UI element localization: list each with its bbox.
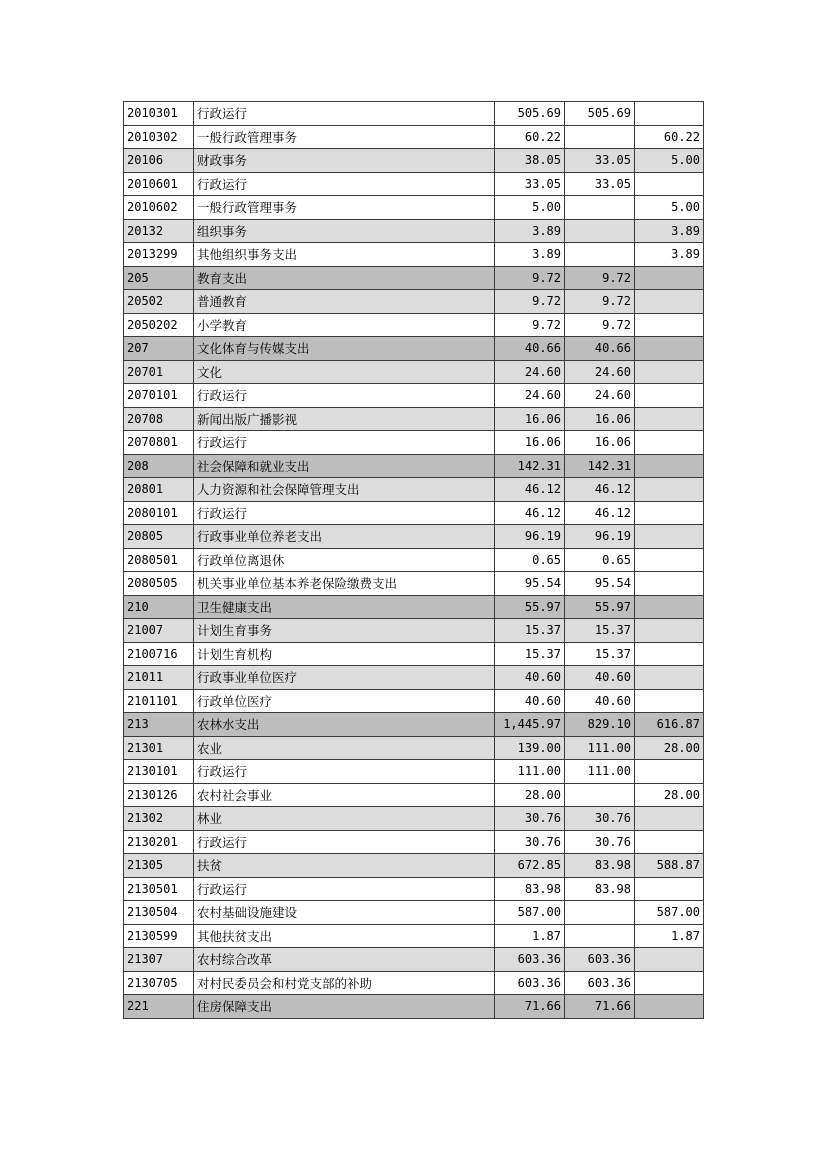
- total-amount-cell: 9.72: [495, 266, 565, 290]
- account-code-cell: 20701: [124, 360, 194, 384]
- project-expenditure-cell: [635, 525, 704, 549]
- account-name-cell: 对村民委员会和村党支部的补助: [194, 971, 495, 995]
- account-name-cell: 农业: [194, 736, 495, 760]
- project-expenditure-cell: 1.87: [635, 924, 704, 948]
- table-row: [124, 172, 704, 196]
- account-name-cell: 财政事务: [194, 149, 495, 173]
- total-amount-cell: 672.85: [495, 854, 565, 878]
- account-code-cell: 2100716: [124, 642, 194, 666]
- project-expenditure-cell: 60.22: [635, 125, 704, 149]
- account-name-cell: 行政运行: [194, 172, 495, 196]
- account-name-cell: 教育支出: [194, 266, 495, 290]
- basic-expenditure-cell: 40.60: [565, 689, 635, 713]
- account-name-cell: 普通教育: [194, 290, 495, 314]
- basic-expenditure-cell: 16.06: [565, 407, 635, 431]
- account-name-cell: 行政运行: [194, 760, 495, 784]
- table-row: [124, 619, 704, 643]
- basic-expenditure-cell: 46.12: [565, 478, 635, 502]
- total-amount-cell: 38.05: [495, 149, 565, 173]
- basic-expenditure-cell: 40.60: [565, 666, 635, 690]
- table-row: [124, 525, 704, 549]
- account-name-cell: 组织事务: [194, 219, 495, 243]
- account-code-cell: 20106: [124, 149, 194, 173]
- table-row: [124, 995, 704, 1019]
- account-code-cell: 2130126: [124, 783, 194, 807]
- account-code-cell: 21302: [124, 807, 194, 831]
- total-amount-cell: 30.76: [495, 807, 565, 831]
- basic-expenditure-cell: 603.36: [565, 948, 635, 972]
- project-expenditure-cell: [635, 807, 704, 831]
- table-row: [124, 830, 704, 854]
- project-expenditure-cell: [635, 337, 704, 361]
- account-name-cell: 行政运行: [194, 384, 495, 408]
- table-row: [124, 454, 704, 478]
- table-row: [124, 642, 704, 666]
- account-code-cell: 208: [124, 454, 194, 478]
- account-code-cell: 210: [124, 595, 194, 619]
- table-row: [124, 501, 704, 525]
- account-name-cell: 人力资源和社会保障管理支出: [194, 478, 495, 502]
- project-expenditure-cell: [635, 666, 704, 690]
- basic-expenditure-cell: 46.12: [565, 501, 635, 525]
- account-name-cell: 社会保障和就业支出: [194, 454, 495, 478]
- total-amount-cell: 587.00: [495, 901, 565, 925]
- account-code-cell: 2070801: [124, 431, 194, 455]
- account-code-cell: 2010601: [124, 172, 194, 196]
- table-row: [124, 290, 704, 314]
- basic-expenditure-cell: 15.37: [565, 642, 635, 666]
- project-expenditure-cell: [635, 948, 704, 972]
- total-amount-cell: 24.60: [495, 384, 565, 408]
- account-code-cell: 2070101: [124, 384, 194, 408]
- table-row: [124, 877, 704, 901]
- account-code-cell: 21307: [124, 948, 194, 972]
- basic-expenditure-cell: 0.65: [565, 548, 635, 572]
- basic-expenditure-cell: 24.60: [565, 360, 635, 384]
- project-expenditure-cell: [635, 619, 704, 643]
- total-amount-cell: 3.89: [495, 243, 565, 267]
- account-name-cell: 行政事业单位医疗: [194, 666, 495, 690]
- total-amount-cell: 0.65: [495, 548, 565, 572]
- account-code-cell: 2101101: [124, 689, 194, 713]
- basic-expenditure-cell: [565, 901, 635, 925]
- total-amount-cell: 1.87: [495, 924, 565, 948]
- account-name-cell: 行政运行: [194, 431, 495, 455]
- table-row: [124, 407, 704, 431]
- account-code-cell: 21305: [124, 854, 194, 878]
- account-name-cell: 文化: [194, 360, 495, 384]
- project-expenditure-cell: 616.87: [635, 713, 704, 737]
- project-expenditure-cell: [635, 595, 704, 619]
- account-name-cell: 农村社会事业: [194, 783, 495, 807]
- account-code-cell: 2130501: [124, 877, 194, 901]
- project-expenditure-cell: [635, 313, 704, 337]
- account-name-cell: 农村综合改革: [194, 948, 495, 972]
- account-name-cell: 计划生育机构: [194, 642, 495, 666]
- basic-expenditure-cell: [565, 243, 635, 267]
- basic-expenditure-cell: [565, 924, 635, 948]
- account-name-cell: 文化体育与传媒支出: [194, 337, 495, 361]
- basic-expenditure-cell: 71.66: [565, 995, 635, 1019]
- account-name-cell: 行政单位离退休: [194, 548, 495, 572]
- total-amount-cell: 40.66: [495, 337, 565, 361]
- project-expenditure-cell: [635, 431, 704, 455]
- basic-expenditure-cell: 24.60: [565, 384, 635, 408]
- project-expenditure-cell: [635, 830, 704, 854]
- project-expenditure-cell: [635, 478, 704, 502]
- account-code-cell: 2130705: [124, 971, 194, 995]
- project-expenditure-cell: [635, 102, 704, 126]
- account-name-cell: 行政运行: [194, 877, 495, 901]
- account-code-cell: 2080501: [124, 548, 194, 572]
- total-amount-cell: 95.54: [495, 572, 565, 596]
- account-code-cell: 2013299: [124, 243, 194, 267]
- basic-expenditure-cell: 55.97: [565, 595, 635, 619]
- account-code-cell: 2080505: [124, 572, 194, 596]
- account-code-cell: 21007: [124, 619, 194, 643]
- basic-expenditure-cell: 30.76: [565, 807, 635, 831]
- table-row: [124, 689, 704, 713]
- account-name-cell: 计划生育事务: [194, 619, 495, 643]
- project-expenditure-cell: 587.00: [635, 901, 704, 925]
- project-expenditure-cell: [635, 172, 704, 196]
- total-amount-cell: 603.36: [495, 948, 565, 972]
- total-amount-cell: 139.00: [495, 736, 565, 760]
- table-row: [124, 196, 704, 220]
- account-name-cell: 行政运行: [194, 102, 495, 126]
- table-row: [124, 102, 704, 126]
- table-row: [124, 971, 704, 995]
- account-name-cell: 行政运行: [194, 501, 495, 525]
- project-expenditure-cell: [635, 572, 704, 596]
- table-row: [124, 149, 704, 173]
- project-expenditure-cell: 3.89: [635, 219, 704, 243]
- basic-expenditure-cell: 16.06: [565, 431, 635, 455]
- total-amount-cell: 9.72: [495, 313, 565, 337]
- project-expenditure-cell: 588.87: [635, 854, 704, 878]
- total-amount-cell: 603.36: [495, 971, 565, 995]
- table-row: [124, 266, 704, 290]
- total-amount-cell: 60.22: [495, 125, 565, 149]
- basic-expenditure-cell: 95.54: [565, 572, 635, 596]
- basic-expenditure-cell: [565, 125, 635, 149]
- basic-expenditure-cell: 83.98: [565, 854, 635, 878]
- account-name-cell: 行政运行: [194, 830, 495, 854]
- table-row: [124, 595, 704, 619]
- account-code-cell: 2130101: [124, 760, 194, 784]
- project-expenditure-cell: [635, 290, 704, 314]
- basic-expenditure-cell: [565, 196, 635, 220]
- table-row: [124, 125, 704, 149]
- account-code-cell: 20801: [124, 478, 194, 502]
- project-expenditure-cell: [635, 548, 704, 572]
- account-code-cell: 2010302: [124, 125, 194, 149]
- total-amount-cell: 83.98: [495, 877, 565, 901]
- total-amount-cell: 16.06: [495, 431, 565, 455]
- project-expenditure-cell: [635, 407, 704, 431]
- table-row: [124, 736, 704, 760]
- account-name-cell: 农林水支出: [194, 713, 495, 737]
- account-code-cell: 2130599: [124, 924, 194, 948]
- project-expenditure-cell: [635, 971, 704, 995]
- project-expenditure-cell: [635, 877, 704, 901]
- account-name-cell: 住房保障支出: [194, 995, 495, 1019]
- account-code-cell: 2010301: [124, 102, 194, 126]
- basic-expenditure-cell: 33.05: [565, 172, 635, 196]
- basic-expenditure-cell: 40.66: [565, 337, 635, 361]
- account-code-cell: 20132: [124, 219, 194, 243]
- total-amount-cell: 55.97: [495, 595, 565, 619]
- total-amount-cell: 40.60: [495, 666, 565, 690]
- basic-expenditure-cell: 111.00: [565, 760, 635, 784]
- table-row: [124, 384, 704, 408]
- table-row: [124, 243, 704, 267]
- total-amount-cell: 46.12: [495, 501, 565, 525]
- table-row: [124, 313, 704, 337]
- project-expenditure-cell: 5.00: [635, 196, 704, 220]
- account-name-cell: 农村基础设施建设: [194, 901, 495, 925]
- total-amount-cell: 46.12: [495, 478, 565, 502]
- basic-expenditure-cell: 9.72: [565, 266, 635, 290]
- project-expenditure-cell: 3.89: [635, 243, 704, 267]
- total-amount-cell: 24.60: [495, 360, 565, 384]
- project-expenditure-cell: [635, 760, 704, 784]
- account-name-cell: 林业: [194, 807, 495, 831]
- account-code-cell: 20502: [124, 290, 194, 314]
- account-code-cell: 2130504: [124, 901, 194, 925]
- table-row: [124, 924, 704, 948]
- project-expenditure-cell: [635, 384, 704, 408]
- account-code-cell: 2050202: [124, 313, 194, 337]
- project-expenditure-cell: [635, 642, 704, 666]
- basic-expenditure-cell: 33.05: [565, 149, 635, 173]
- basic-expenditure-cell: 603.36: [565, 971, 635, 995]
- table-row: [124, 219, 704, 243]
- project-expenditure-cell: [635, 266, 704, 290]
- basic-expenditure-cell: 111.00: [565, 736, 635, 760]
- total-amount-cell: 15.37: [495, 619, 565, 643]
- account-name-cell: 行政事业单位养老支出: [194, 525, 495, 549]
- project-expenditure-cell: 28.00: [635, 783, 704, 807]
- total-amount-cell: 505.69: [495, 102, 565, 126]
- table-row: [124, 713, 704, 737]
- total-amount-cell: 96.19: [495, 525, 565, 549]
- table-row: [124, 807, 704, 831]
- basic-expenditure-cell: 9.72: [565, 313, 635, 337]
- account-code-cell: 2010602: [124, 196, 194, 220]
- table-row: [124, 948, 704, 972]
- basic-expenditure-cell: 829.10: [565, 713, 635, 737]
- total-amount-cell: 16.06: [495, 407, 565, 431]
- table-row: [124, 548, 704, 572]
- account-name-cell: 一般行政管理事务: [194, 125, 495, 149]
- account-name-cell: 扶贫: [194, 854, 495, 878]
- table-row: [124, 360, 704, 384]
- account-code-cell: 20805: [124, 525, 194, 549]
- project-expenditure-cell: 5.00: [635, 149, 704, 173]
- table-row: [124, 572, 704, 596]
- table-row: [124, 901, 704, 925]
- table-row: [124, 760, 704, 784]
- total-amount-cell: 28.00: [495, 783, 565, 807]
- total-amount-cell: 1,445.97: [495, 713, 565, 737]
- account-code-cell: 20708: [124, 407, 194, 431]
- total-amount-cell: 3.89: [495, 219, 565, 243]
- account-name-cell: 小学教育: [194, 313, 495, 337]
- basic-expenditure-cell: [565, 783, 635, 807]
- basic-expenditure-cell: [565, 219, 635, 243]
- total-amount-cell: 5.00: [495, 196, 565, 220]
- account-code-cell: 221: [124, 995, 194, 1019]
- account-name-cell: 其他扶贫支出: [194, 924, 495, 948]
- total-amount-cell: 9.72: [495, 290, 565, 314]
- table-row: [124, 783, 704, 807]
- total-amount-cell: 111.00: [495, 760, 565, 784]
- account-code-cell: 207: [124, 337, 194, 361]
- account-name-cell: 其他组织事务支出: [194, 243, 495, 267]
- table-row: [124, 478, 704, 502]
- account-name-cell: 卫生健康支出: [194, 595, 495, 619]
- budget-expenditure-table: [123, 101, 704, 1019]
- project-expenditure-cell: 28.00: [635, 736, 704, 760]
- project-expenditure-cell: [635, 995, 704, 1019]
- project-expenditure-cell: [635, 689, 704, 713]
- total-amount-cell: 142.31: [495, 454, 565, 478]
- table-row: [124, 431, 704, 455]
- total-amount-cell: 40.60: [495, 689, 565, 713]
- project-expenditure-cell: [635, 501, 704, 525]
- basic-expenditure-cell: 15.37: [565, 619, 635, 643]
- basic-expenditure-cell: 142.31: [565, 454, 635, 478]
- total-amount-cell: 71.66: [495, 995, 565, 1019]
- total-amount-cell: 33.05: [495, 172, 565, 196]
- total-amount-cell: 15.37: [495, 642, 565, 666]
- table-body: [124, 102, 704, 1019]
- basic-expenditure-cell: 9.72: [565, 290, 635, 314]
- basic-expenditure-cell: 96.19: [565, 525, 635, 549]
- account-code-cell: 2080101: [124, 501, 194, 525]
- account-code-cell: 21011: [124, 666, 194, 690]
- table-row: [124, 666, 704, 690]
- account-code-cell: 213: [124, 713, 194, 737]
- account-name-cell: 新闻出版广播影视: [194, 407, 495, 431]
- account-name-cell: 一般行政管理事务: [194, 196, 495, 220]
- basic-expenditure-cell: 505.69: [565, 102, 635, 126]
- account-code-cell: 205: [124, 266, 194, 290]
- account-name-cell: 行政单位医疗: [194, 689, 495, 713]
- total-amount-cell: 30.76: [495, 830, 565, 854]
- table-row: [124, 337, 704, 361]
- project-expenditure-cell: [635, 360, 704, 384]
- account-code-cell: 2130201: [124, 830, 194, 854]
- project-expenditure-cell: [635, 454, 704, 478]
- basic-expenditure-cell: 83.98: [565, 877, 635, 901]
- account-name-cell: 机关事业单位基本养老保险缴费支出: [194, 572, 495, 596]
- basic-expenditure-cell: 30.76: [565, 830, 635, 854]
- account-code-cell: 21301: [124, 736, 194, 760]
- table-row: [124, 854, 704, 878]
